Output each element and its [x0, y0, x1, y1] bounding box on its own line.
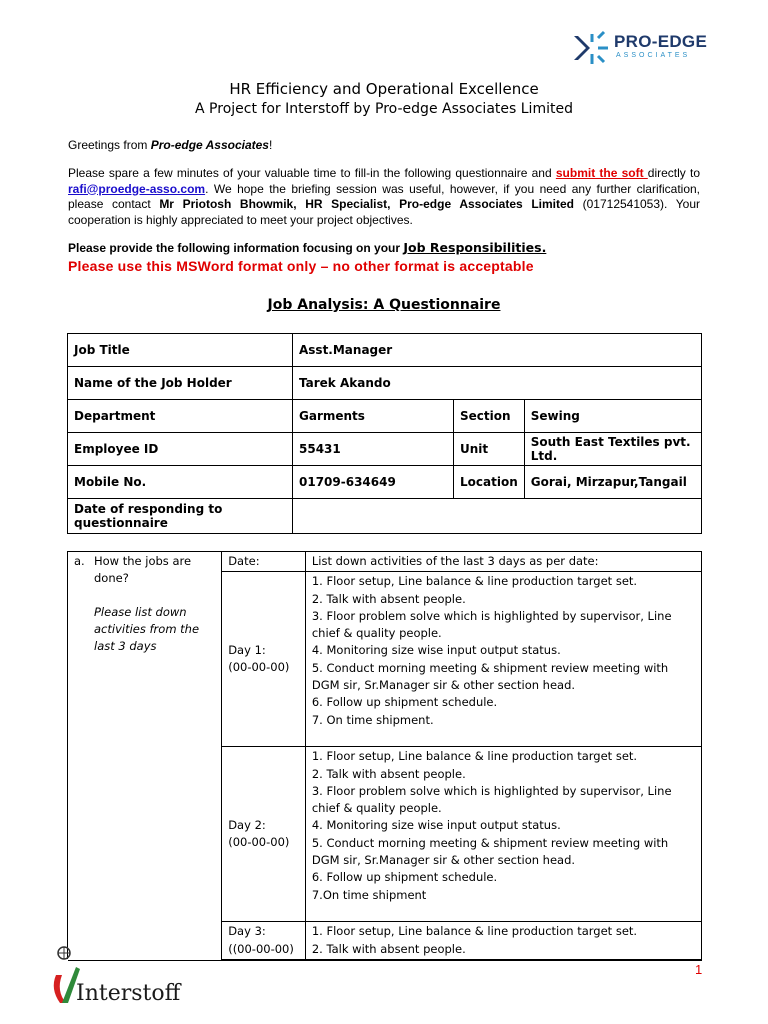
- department-value[interactable]: Garments: [293, 400, 454, 433]
- day-2-activities[interactable]: [305, 747, 701, 922]
- job-title-value[interactable]: Asst.Manager: [293, 334, 702, 367]
- list-item: 4. Monitoring size wise input output status.: [311, 818, 561, 833]
- mobile-value[interactable]: 01709-634649: [293, 466, 454, 499]
- section-value[interactable]: Sewing: [524, 400, 701, 433]
- page-subtitle: A Project for Interstoff by Pro-edge Associates Limited: [195, 101, 573, 117]
- unit-label: Unit: [454, 433, 525, 466]
- day-1-activities[interactable]: [305, 572, 701, 747]
- interstoff-name: Interstoff: [76, 981, 181, 1006]
- question-number: a.: [74, 554, 85, 568]
- list-item: 1. Floor setup, Line balance & line production target set.: [311, 749, 638, 764]
- question-text: How the jobs are done?: [94, 554, 192, 586]
- intro-paragraph: Please spare a few minutes of your valuable time to fill-in the following questionnaire and submit the soft directly to rafi@proedge-asso.com. We hope the briefing session was useful, however, if you need any further clarification, please contact Mr Priotosh Bhowmik, HR Specialist, Pro-edge Associates Limited (01712541053). Your cooperation is highly appreciated to meet your project objectives.: [68, 166, 701, 227]
- section-label: Section: [454, 400, 525, 433]
- unit-value[interactable]: South East Textiles pvt. Ltd.: [524, 433, 701, 466]
- day-2-cell: [222, 747, 306, 922]
- location-label: Location: [454, 466, 525, 499]
- day-1-cell: [222, 572, 306, 747]
- department-label: Department: [68, 400, 293, 433]
- list-item: 5. Conduct morning meeting & shipment review meeting with DGM sir, Sr.Manager sir & other section head.: [311, 660, 669, 693]
- pro-edge-logo: [568, 28, 708, 68]
- day-2-date: (00-00-00): [228, 835, 290, 850]
- list-item: 6. Follow up shipment schedule.: [311, 695, 498, 710]
- list-item: 2. Talk with absent people.: [311, 941, 466, 956]
- logo-sub: ASSOCIATES: [616, 52, 691, 59]
- date-label: Date of responding to questionnaire: [68, 499, 293, 534]
- list-item: 4. Monitoring size wise input output status.: [311, 643, 561, 658]
- format-warning: Please use this MSWord format only – no other format is acceptable: [68, 258, 534, 274]
- date-value[interactable]: [293, 499, 702, 534]
- question-a: [68, 552, 222, 960]
- holder-label: Name of the Job Holder: [68, 367, 293, 400]
- list-item: 3. Floor problem solve which is highlighted by supervisor, Line chief & quality people.: [311, 783, 672, 816]
- job-title-label: Job Title: [68, 334, 293, 367]
- list-item: 2. Talk with absent people.: [311, 766, 466, 781]
- list-item: 2. Talk with absent people.: [311, 591, 466, 606]
- employee-id-value[interactable]: 55431: [293, 433, 454, 466]
- contact-person: Mr Priotosh Bhowmik, HR Specialist, Pro-edge Associates Limited: [159, 197, 574, 211]
- question-hint: Please list down activities from the last 3 days: [94, 604, 200, 654]
- list-item: 3. Floor problem solve which is highlighted by supervisor, Line chief & quality people.: [311, 608, 672, 641]
- pro-edge-logo-icon: [568, 28, 610, 68]
- job-responsibilities: Job Responsibilities.: [403, 240, 547, 255]
- job-info-table: [67, 333, 702, 534]
- list-item: 5. Conduct morning meeting & shipment review meeting with DGM sir, Sr.Manager sir & other section head.: [311, 835, 669, 868]
- day-1-label: Day 1:: [228, 643, 266, 657]
- mobile-label: Mobile No.: [68, 466, 293, 499]
- submit-soft-text: submit the soft: [555, 166, 648, 180]
- list-item: 7. On time shipment.: [311, 712, 434, 727]
- list-item: 1. Floor setup, Line balance & line production target set.: [311, 574, 638, 589]
- day-3-label: Day 3:: [228, 924, 266, 939]
- greeting: Greetings from Pro-edge Associates!: [68, 138, 273, 152]
- date-header: Date:: [222, 552, 306, 572]
- day-2-label: Day 2:: [228, 818, 266, 832]
- interstoff-logo: [46, 945, 206, 1010]
- location-value[interactable]: Gorai, Mirzapur,Tangail: [524, 466, 701, 499]
- list-header: List down activities of the last 3 days as per date:: [305, 552, 701, 572]
- list-item: 6. Follow up shipment schedule.: [311, 870, 498, 885]
- page-title: HR Efficiency and Operational Excellence: [229, 80, 539, 98]
- list-item: 7.On time shipment: [311, 887, 427, 902]
- provide-info-line: Please provide the following information focusing on your Job Responsibilities.: [68, 240, 547, 255]
- day-3-activities[interactable]: [305, 922, 701, 960]
- logo-brand: PRO-EDGE: [614, 32, 708, 51]
- activities-table: [67, 551, 702, 960]
- day-3-cell: [222, 922, 306, 960]
- day-1-date: (00-00-00): [228, 660, 290, 675]
- employee-id-label: Employee ID: [68, 433, 293, 466]
- holder-value[interactable]: Tarek Akando: [293, 367, 702, 400]
- email-link[interactable]: rafi@proedge-asso.com: [68, 181, 206, 196]
- questionnaire-title: Job Analysis: A Questionnaire: [267, 297, 501, 313]
- page-number: 1: [695, 962, 703, 977]
- day-3-date: ((00-00-00): [228, 941, 294, 956]
- list-item: 1. Floor setup, Line balance & line production target set.: [311, 924, 638, 939]
